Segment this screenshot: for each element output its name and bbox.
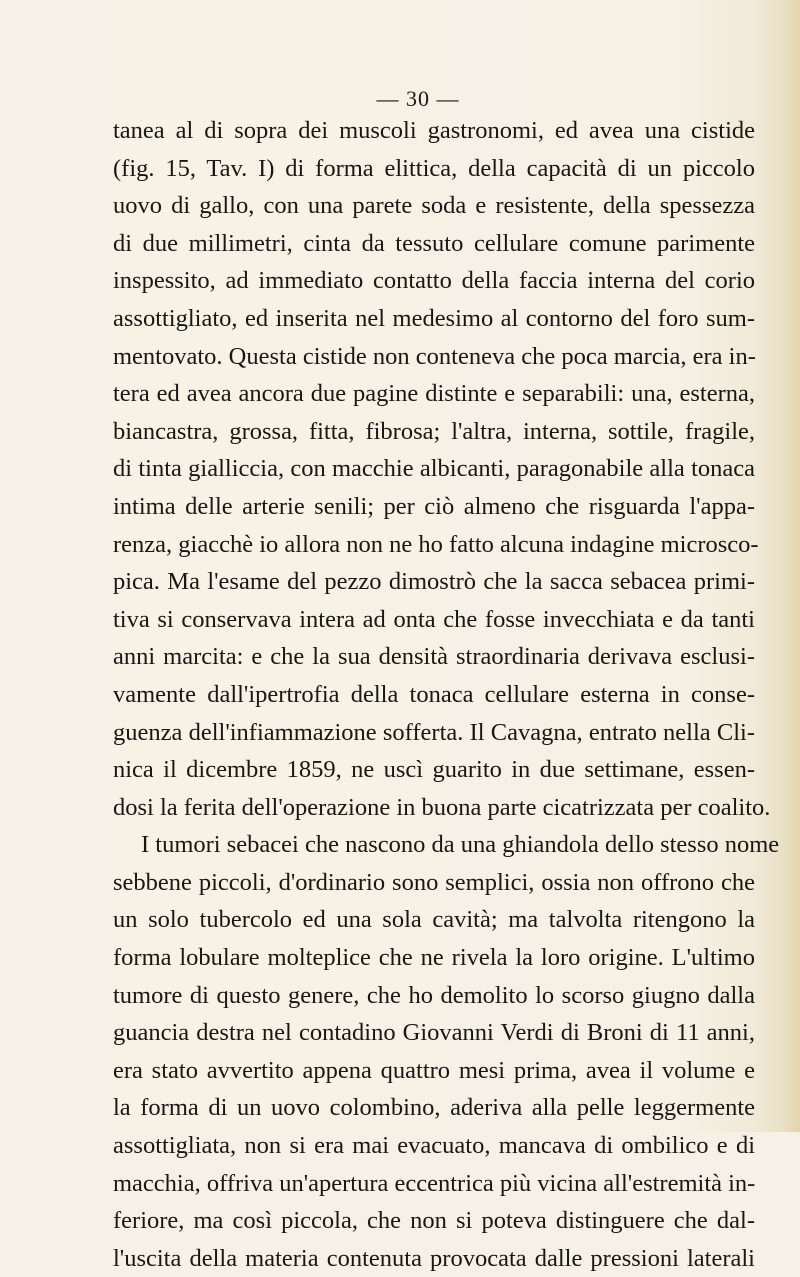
text-line: assottigliato, ed inserita nel medesimo al contorno del foro sum-: [113, 304, 755, 332]
text-line: (fig. 15, Tav. I) di forma elittica, della capacità di un piccolo: [113, 154, 755, 182]
text-line: uovo di gallo, con una parete soda e resistente, della spessezza: [113, 192, 755, 220]
text-line: I tumori sebacei che nascono da una ghiandola dello stesso nome: [141, 831, 780, 859]
text-line: era stato avvertito appena quattro mesi prima, avea il volume e: [113, 1056, 755, 1084]
text-line: renza, giacchè io allora non ne ho fatto alcuna indagine microsco-: [113, 530, 759, 558]
text-line: assottigliata, non si era mai evacuato, mancava di ombilico e di: [113, 1132, 755, 1160]
text-line: inspessito, ad immediato contatto della faccia interna del corio: [113, 267, 755, 295]
text-line: vamente dall'ipertrofia della tonaca cellulare esterna in conse-: [113, 680, 755, 708]
text-line: guenza dell'infiammazione sofferta. Il Cavagna, entrato nella Cli-: [113, 718, 755, 746]
text-line: biancastra, grossa, fitta, fibrosa; l'altra, interna, sottile, fragile,: [113, 417, 755, 445]
text-line: macchia, offriva un'apertura eccentrica più vicina all'estremità in-: [113, 1169, 756, 1197]
text-line: sebbene piccoli, d'ordinario sono semplici, ossia non offrono che: [113, 868, 755, 896]
body-text: [113, 112, 780, 1277]
text-line: mentovato. Questa cistide non conteneva che poca marcia, era in-: [113, 342, 756, 370]
text-line: la forma di un uovo colombino, aderiva alla pelle leggermente: [113, 1094, 755, 1122]
text-line: tera ed avea ancora due pagine distinte e separabili: una, esterna,: [113, 380, 755, 408]
text-line: guancia destra nel contadino Giovanni Verdi di Broni di 11 anni,: [113, 1019, 755, 1047]
text-line: nica il dicembre 1859, ne uscì guarito in due settimane, essen-: [113, 756, 755, 784]
text-line: un solo tubercolo ed una sola cavità; ma talvolta ritengono la: [113, 906, 755, 934]
text-line: tiva si conservava intera ad onta che fosse invecchiata e da tanti: [113, 605, 755, 633]
text-line: intima delle arterie senili; per ciò almeno che risguarda l'appa-: [113, 492, 755, 520]
text-line: pica. Ma l'esame del pezzo dimostrò che la sacca sebacea primi-: [113, 568, 755, 596]
text-line: feriore, ma così piccola, che non si poteva distinguere che dal-: [113, 1207, 755, 1235]
text-line: forma lobulare molteplice che ne rivela la loro origine. L'ultimo: [113, 944, 755, 972]
text-line: dosi la ferita dell'operazione in buona parte cicatrizzata per coalito.: [113, 793, 771, 821]
page-number: — 30 —: [376, 86, 460, 111]
text-line: di tinta gialliccia, con macchie albicanti, paragonabile alla tonaca: [113, 455, 755, 483]
text-line: anni marcita: e che la sua densità straordinaria derivava esclusi-: [113, 643, 755, 671]
text-line: l'uscita della materia contenuta provocata dalle pressioni laterali: [113, 1244, 755, 1272]
text-line: tumore di questo genere, che ho demolito lo scorso giugno dalla: [113, 981, 755, 1009]
text-line: di due millimetri, cinta da tessuto cellulare comune parimente: [113, 229, 755, 257]
text-line: tanea al di sopra dei muscoli gastronomi, ed avea una cistide: [113, 117, 755, 144]
